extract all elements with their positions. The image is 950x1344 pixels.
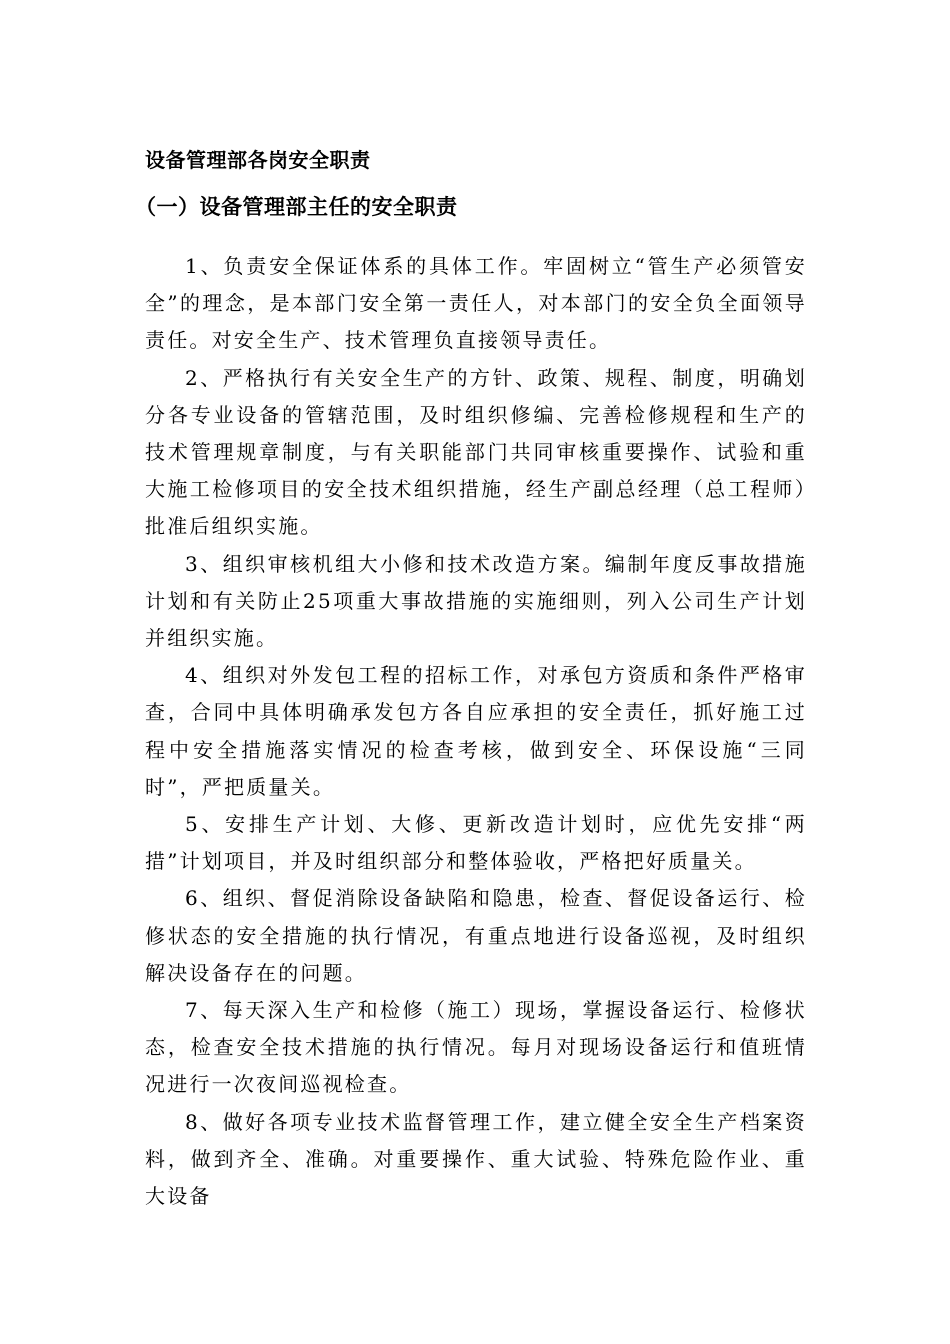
paragraph-6: 6、组织、督促消除设备缺陷和隐患，检查、督促设备运行、检修状态的安全措施的执行情况，有重点地进行设备巡视，及时组织解决设备存在的问题。 (145, 886, 807, 985)
paragraph-2: 2、严格执行有关安全生产的方针、政策、规程、制度，明确划分各专业设备的管辖范围，及时组织修编、完善检修规程和生产的技术管理规章制度，与有关职能部门共同审核重要操作、试验和重大施工检修项目的安全技术组织措施，经生产副总经理（总工程师）批准后组织实施。 (145, 365, 807, 539)
paragraph-8: 8、做好各项专业技术监督管理工作，建立健全安全生产档案资料，做到齐全、准确。对重要操作、重大试验、特殊危险作业、重大设备 (145, 1109, 807, 1209)
paragraph-4: 4、组织对外发包工程的招标工作，对承包方资质和条件严格审查，合同中具体明确承发包方各自应承担的安全责任，抓好施工过程中安全措施落实情况的检查考核，做到安全、环保设施“三同时”，严把质量关。 (145, 663, 807, 799)
paragraph-5: 5、安排生产计划、大修、更新改造计划时，应优先安排“两措”计划项目，并及时组织部分和整体验收，严格把好质量关。 (145, 812, 807, 874)
document-body (145, 248, 807, 1215)
section-heading: （一）设备管理部主任的安全职责 (135, 194, 458, 219)
document-title: 设备管理部各岗安全职责 (145, 148, 371, 172)
paragraph-7: 7、每天深入生产和检修（施工）现场，掌握设备运行、检修状态，检查安全技术措施的执行情况。每月对现场设备运行和值班情况进行一次夜间巡视检查。 (145, 998, 807, 1097)
paragraph-3: 3、组织审核机组大小修和技术改造方案。编制年度反事故措施计划和有关防止25项重大事故措施的实施细则，列入公司生产计划并组织实施。 (145, 551, 807, 651)
paragraph-1: 1、负责安全保证体系的具体工作。牢固树立“管生产必须管安全”的理念，是本部门安全第一责任人，对本部门的安全负全面领导责任。对安全生产、技术管理负直接领导责任。 (145, 254, 807, 353)
